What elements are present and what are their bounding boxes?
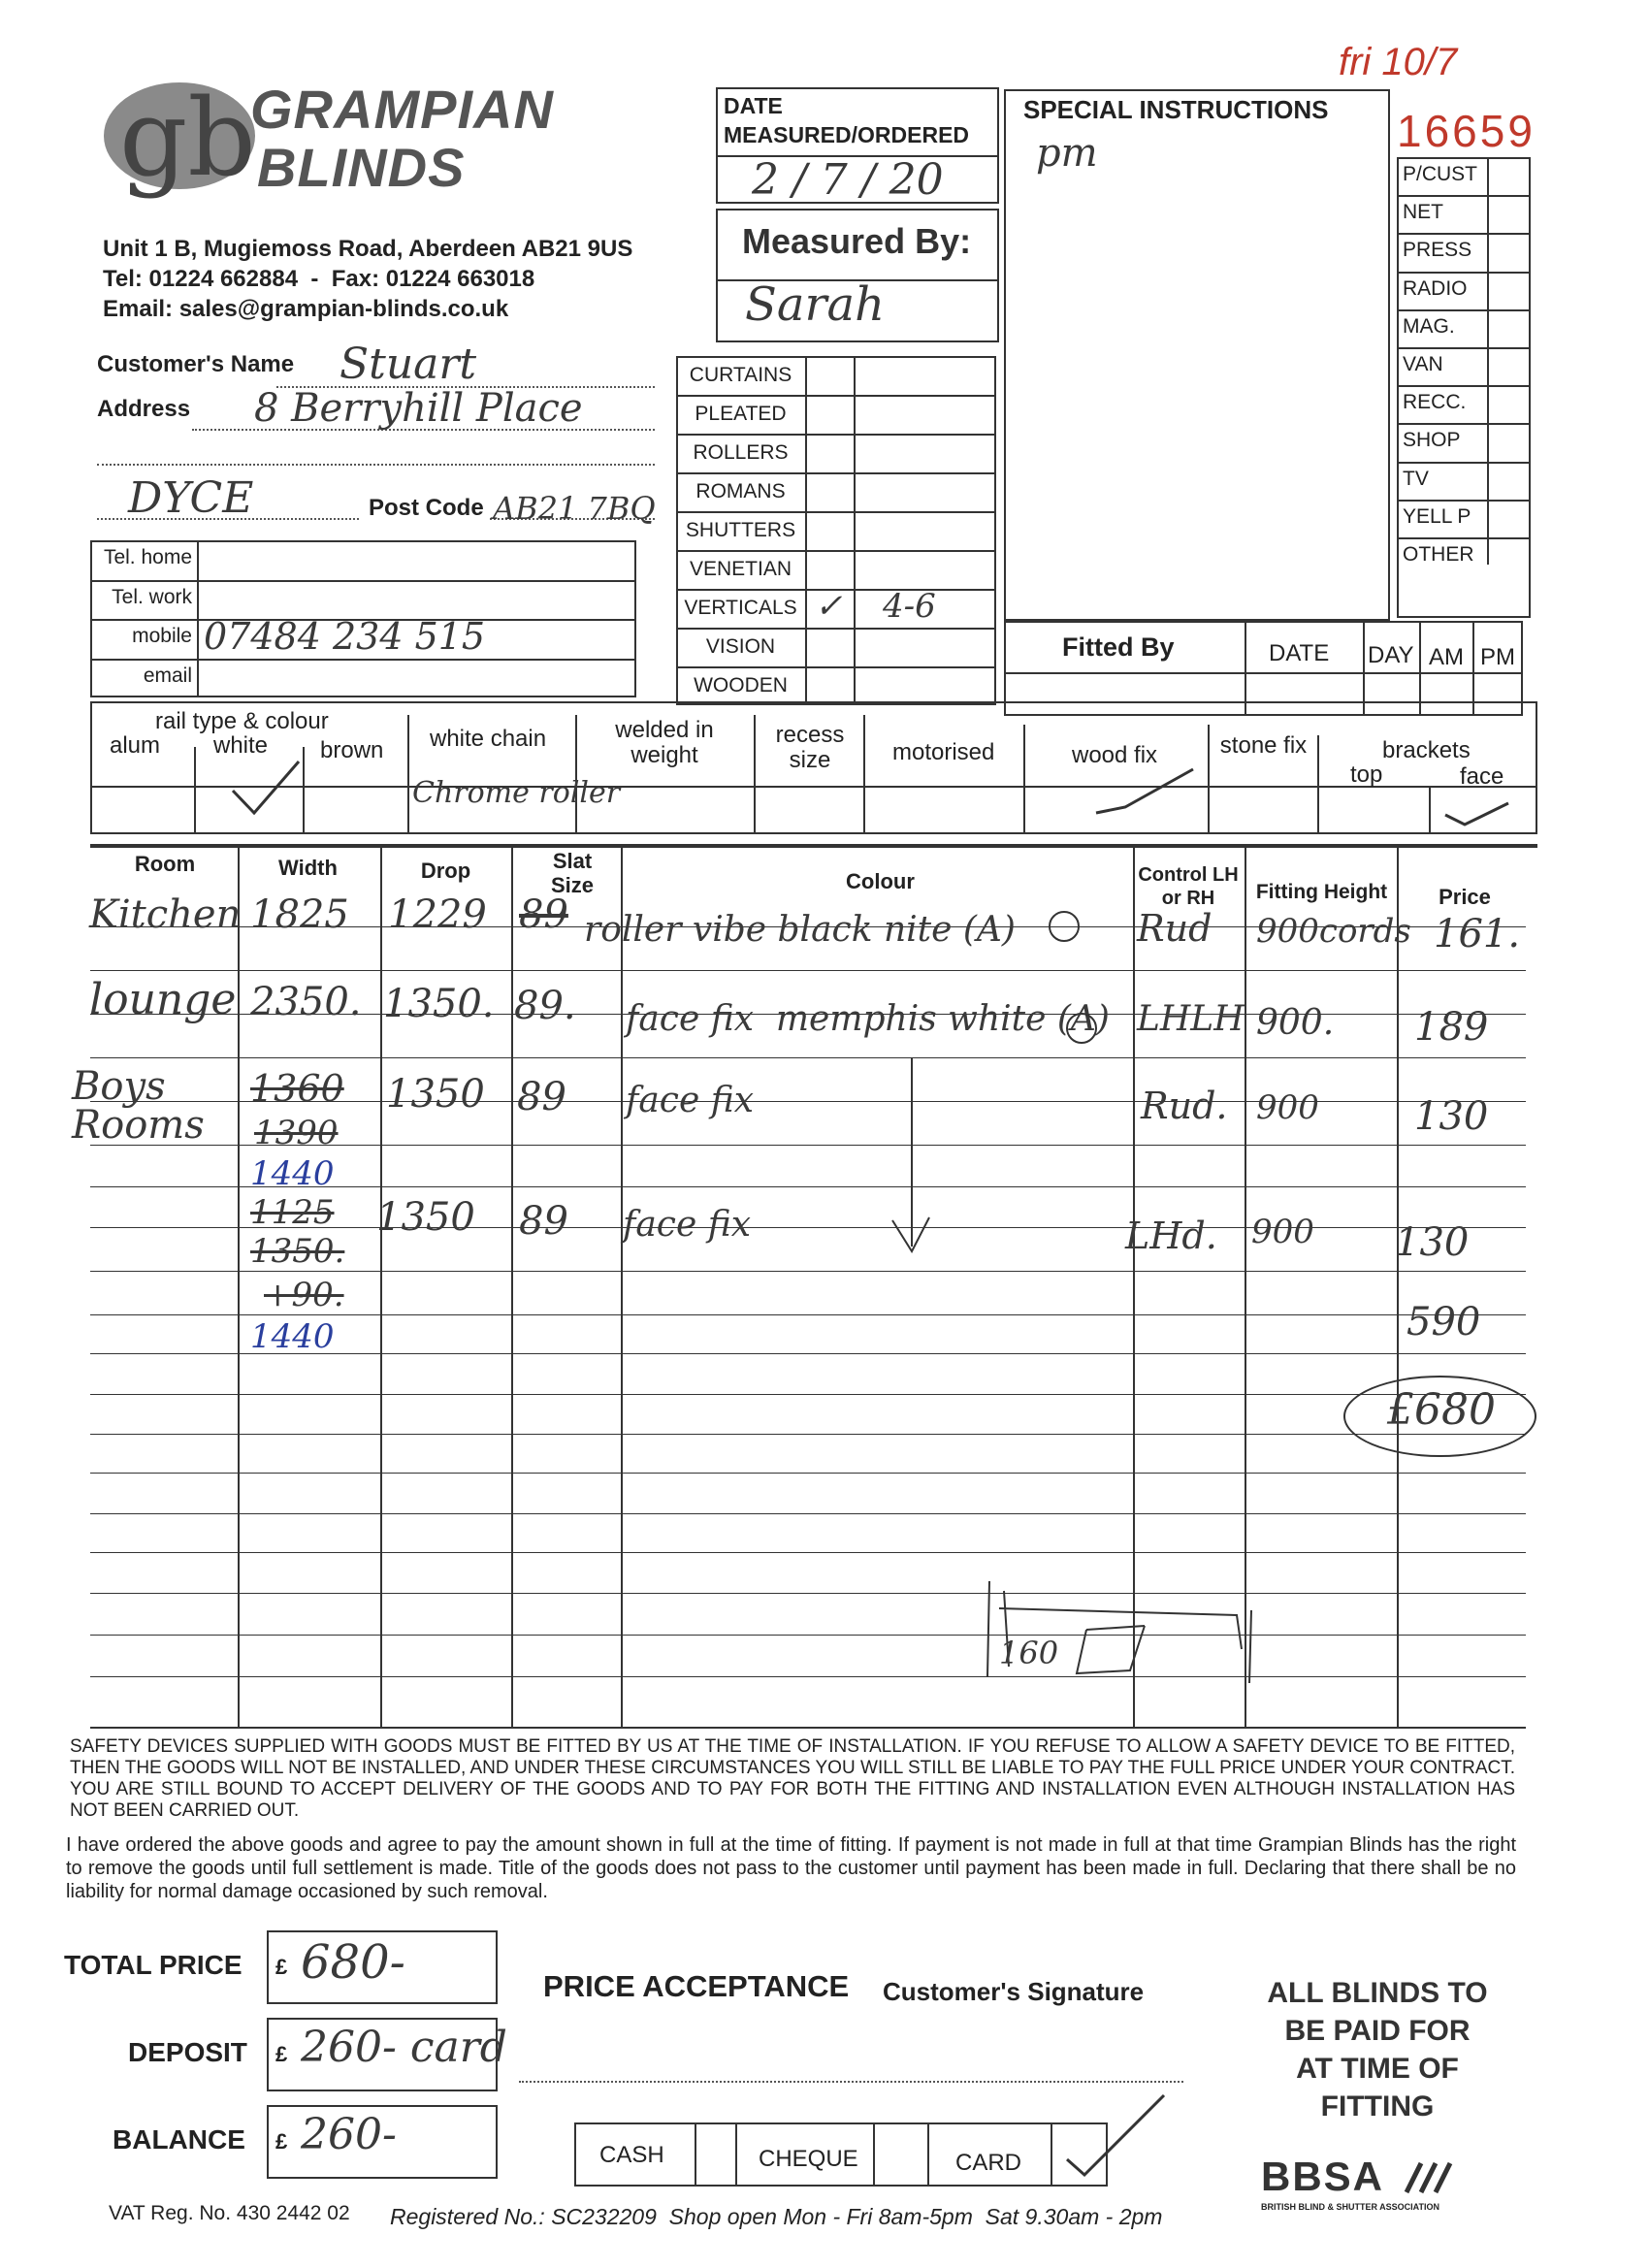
header-drop: Drop xyxy=(420,859,471,883)
safety-terms: SAFETY DEVICES SUPPLIED WITH GOODS MUST BE FITTED BY US AT THE TIME OF INSTALLATION. IF YOU REFUSE TO ALLOW A SAFETY DEVICE TO BE FITTED, THEN THE GOODS WILL NOT BE INSTALLED, AND UNDER THESE CIRCUMSTANCES YOU WILL STILL BE LIABLE TO PAY THE FULL PRICE UNDER YOUR CONTRACT. YOU ARE STILL BOUND TO ACCEPT DELIVERY OF THE GOODS AND TO PAY FOR BOTH THE FITTING AND INSTALLATION EVEN ALTHOUGH INSTALLATION HAS NOT BEEN CARRIED OUT. xyxy=(70,1736,1515,1821)
product-type-label: WOODEN xyxy=(694,674,788,697)
option-welded: welded in weight xyxy=(615,717,714,768)
product-type-qty: 4-6 xyxy=(883,587,936,626)
row3-slat: 89 xyxy=(517,1075,566,1119)
total-currency: £ xyxy=(275,1955,288,1979)
rail-type-label: rail type & colour xyxy=(155,708,329,734)
header-colour: Colour xyxy=(846,869,915,893)
fitted-date-label: DATE xyxy=(1269,640,1330,666)
payment-notice xyxy=(1232,1974,1523,2125)
address-value: 8 Berryhill Place xyxy=(254,386,583,431)
option-brackets: brackets xyxy=(1382,737,1471,763)
option-white-chain: white chain xyxy=(430,726,547,752)
customer-name-value: Stuart xyxy=(340,340,477,389)
logo-letters: gb xyxy=(119,76,256,200)
bbsa-tagline: BRITISH BLIND & SHUTTER ASSOCIATION xyxy=(1261,2202,1439,2212)
source-option[interactable]: VAN xyxy=(1403,353,1443,375)
total-circled-value: £680 xyxy=(1387,1385,1496,1435)
product-type-label: VISION xyxy=(705,635,776,658)
source-option[interactable]: OTHER xyxy=(1403,543,1474,566)
company-email: Email: sales@grampian-blinds.co.uk xyxy=(103,296,509,322)
agreement-terms: I have ordered the above goods and agree to pay the amount shown in full at the time of fitting. If payment is not made in full at that time Grampian Blinds has the right to remove the goods until full settlement is made. Title of the goods does not pass to the customer until payment has been made in full. Declaring that there shall be no liability for normal damage occasioned by such removal. xyxy=(66,1834,1516,1902)
header-room: Room xyxy=(134,852,196,876)
phone-label: Tel. work xyxy=(112,585,192,608)
option-alum: alum xyxy=(110,732,161,759)
row2-colour: face fix memphis white (A) xyxy=(626,999,1110,1039)
company-name-line2: BLINDS xyxy=(257,137,466,198)
customer-name-label: Customer's Name xyxy=(97,351,295,377)
source-option[interactable]: P/CUST xyxy=(1403,163,1478,185)
product-type-label: ROLLERS xyxy=(693,441,789,464)
row3-room: Boys Rooms xyxy=(72,1064,205,1148)
row4-slat: 89 xyxy=(519,1199,568,1244)
company-address: Unit 1 B, Mugiemoss Road, Aberdeen AB21 9US xyxy=(103,236,633,262)
row4-colour: face fix xyxy=(623,1205,752,1245)
row4-width-amend: 1350. xyxy=(250,1232,345,1271)
option-white: white xyxy=(213,732,269,759)
row3-width-final: 1440 xyxy=(250,1154,335,1193)
total-price-label: TOTAL PRICE xyxy=(64,1950,242,1980)
header-price: Price xyxy=(1439,885,1491,909)
row1-fitting: 900cords xyxy=(1256,912,1411,951)
date-value: 2 / 7 / 20 xyxy=(752,155,944,205)
source-option[interactable]: YELL P xyxy=(1403,504,1471,528)
row2-fitting: 900. xyxy=(1256,1003,1335,1043)
postcode-label: Post Code xyxy=(369,495,484,521)
payment-cash[interactable]: CASH xyxy=(599,2142,664,2168)
fitted-am-label: AM xyxy=(1429,644,1464,670)
price-acceptance-subtitle: Customer's Signature xyxy=(883,1977,1145,2006)
row1-colour: roller vibe black nite (A) xyxy=(584,910,1016,950)
fitted-pm-label: PM xyxy=(1480,644,1515,670)
product-type-label: VERTICALS xyxy=(684,597,797,619)
notice-line1: ALL BLINDS TO xyxy=(1267,1977,1488,2009)
payment-cheque[interactable]: CHEQUE xyxy=(759,2146,858,2172)
bbsa-mark xyxy=(1402,2158,1479,2197)
header-control: Control LH or RH xyxy=(1138,864,1239,909)
row3-control: Rud. xyxy=(1141,1085,1228,1127)
payment-card[interactable]: CARD xyxy=(955,2150,1022,2176)
row3-price: 130 xyxy=(1414,1094,1489,1139)
source-option[interactable]: MAG. xyxy=(1403,314,1455,338)
row2-width: 2350. xyxy=(250,980,362,1024)
product-type-label: PLEATED xyxy=(695,403,787,425)
notice-line2: BE PAID FOR xyxy=(1284,2015,1471,2047)
source-option[interactable]: SHOP xyxy=(1403,429,1461,452)
row1-room: Kitchen xyxy=(89,892,242,937)
postcode-value: AB21 7BQ xyxy=(493,490,656,527)
source-option[interactable]: RADIO xyxy=(1403,276,1468,300)
phone-value: 07484 234 515 xyxy=(204,615,486,658)
option-brown: brown xyxy=(320,737,384,763)
phone-label: email xyxy=(143,664,192,687)
deposit-currency: £ xyxy=(275,2042,288,2066)
phone-label: Tel. home xyxy=(103,546,192,568)
row3-fitting: 900 xyxy=(1256,1088,1319,1127)
deposit-label: DEPOSIT xyxy=(128,2037,247,2067)
town-value: DYCE xyxy=(128,473,254,523)
product-type-label: VENETIAN xyxy=(689,558,792,580)
row3-width-amend: 1390 xyxy=(254,1114,339,1152)
row1-drop: 1229 xyxy=(388,892,487,937)
company-name-line1: GRAMPIAN xyxy=(250,79,554,140)
special-instructions-label: SPECIAL INSTRUCTIONS xyxy=(1023,95,1329,124)
sketch-label: 160 xyxy=(999,1635,1059,1671)
row1-slat: 89 xyxy=(519,892,568,937)
fitting-date-note: fri 10/7 xyxy=(1339,41,1458,83)
fitted-by-label: Fitted By xyxy=(1062,632,1175,662)
date-label: DATE MEASURED/ORDERED xyxy=(724,93,970,147)
header-width: Width xyxy=(278,856,338,880)
row1-control: Rud xyxy=(1137,907,1212,950)
row2-price: 189 xyxy=(1414,1005,1489,1050)
chain-note: Chrome roller xyxy=(412,776,621,810)
address-label: Address xyxy=(97,396,191,422)
row4-drop: 1350 xyxy=(376,1195,475,1240)
option-motorised: motorised xyxy=(892,739,995,765)
row1-width: 1825 xyxy=(250,892,349,937)
source-option[interactable]: NET xyxy=(1403,201,1443,224)
row4-width-final: 1440 xyxy=(250,1317,335,1356)
order-number: 16659 xyxy=(1397,106,1536,156)
header-slat: Slat Size xyxy=(550,849,595,897)
measured-by-value: Sarah xyxy=(745,277,885,332)
registered-info: Registered No.: SC232209 Shop open Mon - Fri 8am-5pm Sat 9.30am - 2pm xyxy=(390,2204,1163,2229)
notice-line4: FITTING xyxy=(1320,2090,1435,2122)
row3-drop: 1350 xyxy=(386,1072,485,1117)
row2-room: lounge xyxy=(89,975,237,1024)
subtotal-value: 590 xyxy=(1406,1300,1481,1345)
header-fitting: Fitting Height xyxy=(1255,881,1388,903)
vat-number: VAT Reg. No. 430 2442 02 xyxy=(109,2202,350,2224)
fitted-day-label: DAY xyxy=(1368,642,1414,668)
row4-price: 130 xyxy=(1395,1220,1470,1265)
product-type-label: SHUTTERS xyxy=(685,519,796,541)
source-option[interactable]: TV xyxy=(1403,467,1429,490)
source-option[interactable]: PRESS xyxy=(1403,239,1472,262)
row4-control: LHd. xyxy=(1125,1215,1217,1257)
balance-value: 260- xyxy=(301,2110,397,2159)
product-type-label: ROMANS xyxy=(695,480,786,502)
notice-line3: AT TIME OF xyxy=(1296,2053,1459,2085)
product-type-label: CURTAINS xyxy=(689,364,792,386)
row3-colour: face fix xyxy=(626,1081,755,1120)
row1-price: 161. xyxy=(1434,912,1521,956)
option-top: top xyxy=(1350,761,1383,788)
source-option[interactable]: RECC. xyxy=(1403,391,1467,414)
balance-label: BALANCE xyxy=(113,2124,245,2155)
total-price-value: 680- xyxy=(301,1935,405,1990)
row4-width-amend2: +90. xyxy=(264,1276,344,1314)
option-wood-fix: wood fix xyxy=(1072,742,1158,768)
product-type-tick[interactable]: ✓ xyxy=(815,587,843,626)
measured-by-label: Measured By: xyxy=(742,221,972,261)
row3-width: 1360 xyxy=(250,1067,344,1110)
row4-fitting: 900 xyxy=(1251,1213,1314,1251)
bbsa-logo: BBSA xyxy=(1261,2154,1385,2199)
row2-drop: 1350. xyxy=(383,982,495,1026)
deposit-value: 260- card xyxy=(301,2023,507,2072)
option-stone-fix: stone fix xyxy=(1219,732,1308,759)
special-instructions-note: pm xyxy=(1036,131,1098,176)
option-recess: recess size xyxy=(775,722,845,773)
row2-slat: 89. xyxy=(514,984,576,1028)
company-phone: Tel: 01224 662884 - Fax: 01224 663018 xyxy=(103,266,535,292)
option-face: face xyxy=(1460,763,1504,790)
price-acceptance-title: PRICE ACCEPTANCE xyxy=(543,1969,850,2003)
row2-control: LHLH xyxy=(1137,999,1245,1039)
phone-label: mobile xyxy=(132,625,192,647)
row4-width: 1125 xyxy=(250,1193,335,1232)
balance-currency: £ xyxy=(275,2129,288,2154)
